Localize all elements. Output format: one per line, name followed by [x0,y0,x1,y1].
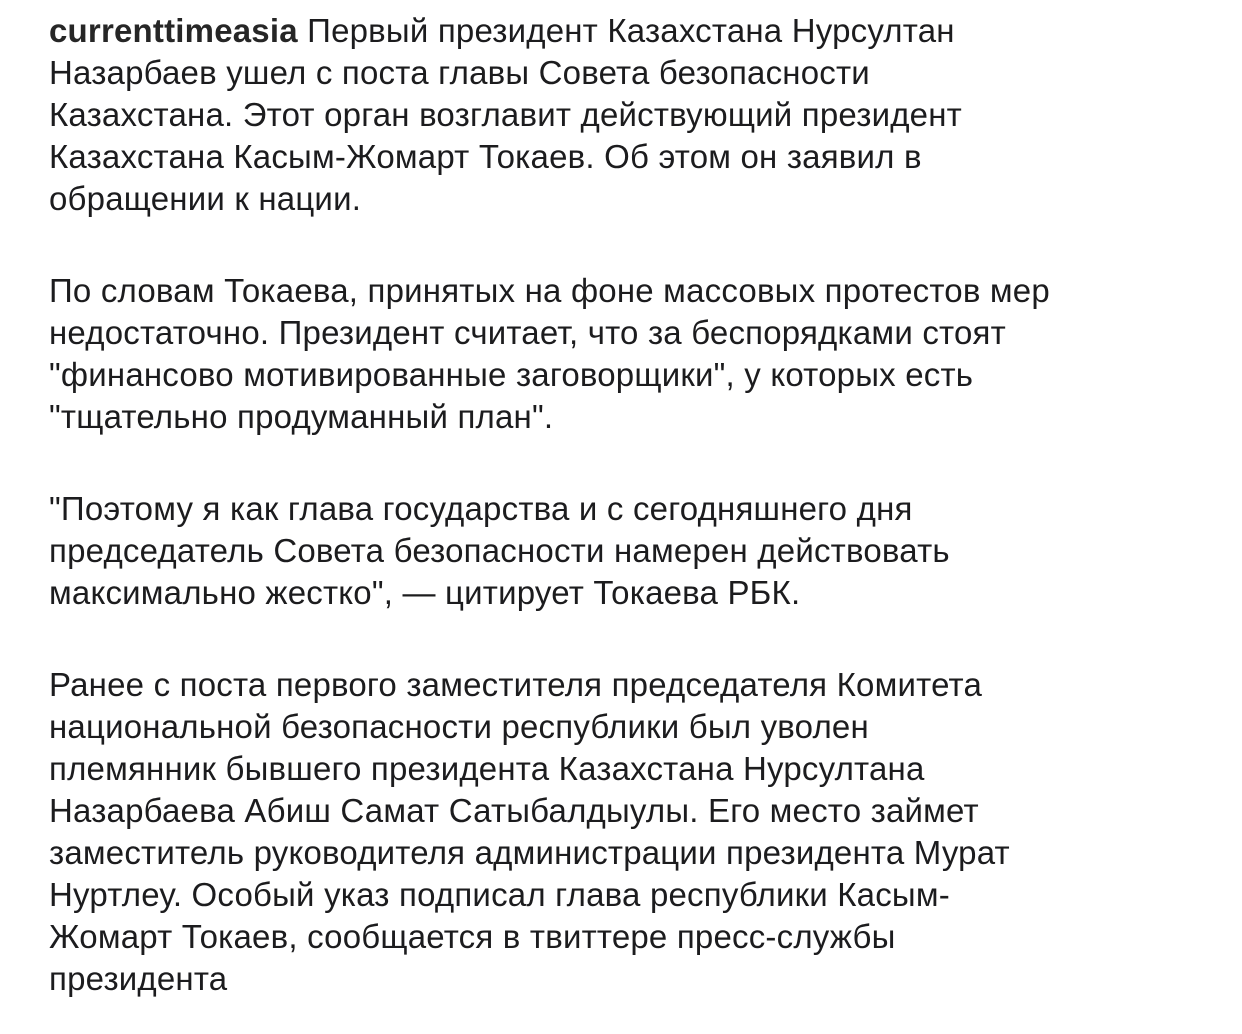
post-caption [49,10,1219,1000]
caption-text: председатель Совета безопасности намерен действовать [49,532,950,569]
caption-text: "финансово мотивированные заговорщики", у которых есть [49,356,974,393]
caption-text: "тщательно продуманный план". [49,398,554,435]
caption-text: По словам Токаева, принятых на фоне массовых протестов мер [49,272,1050,309]
caption-text: Жомарт Токаев, сообщается в твиттере пресс-службы [49,918,896,955]
paragraph-gap [49,438,1219,488]
caption-text: недостаточно. Президент считает, что за беспорядками стоят [49,314,1006,351]
caption-text: племянник бывшего президента Казахстана Нурсултана [49,750,925,787]
caption-paragraph-3 [49,488,1219,614]
paragraph-gap [49,220,1219,270]
caption-text: максимально жестко", — цитирует Токаева РБК. [49,574,801,611]
caption-text: Нуртлеу. Особый указ подписал глава республики Касым- [49,876,950,913]
caption-paragraph-2 [49,270,1219,438]
caption-text: национальной безопасности республики был уволен [49,708,869,745]
caption-text: Казахстана Касым-Жомарт Токаев. Об этом он заявил в [49,138,922,175]
caption-text: Первый президент Казахстана Нурсултан [297,12,955,49]
caption-text: президента [49,960,228,997]
caption-text: обращении к нации. [49,180,362,217]
paragraph-gap [49,614,1219,664]
caption-text: Назарбаев ушел с поста главы Совета безопасности [49,54,870,91]
caption-text: Казахстана. Этот орган возглавит действующий президент [49,96,962,133]
caption-text: заместитель руководителя администрации президента Мурат [49,834,1010,871]
caption-text: Ранее с поста первого заместителя председателя Комитета [49,666,983,703]
caption-paragraph-4 [49,664,1219,1000]
username-link[interactable]: currenttimeasia [49,12,298,49]
caption-text: Назарбаева Абиш Самат Сатыбалдыулы. Его место займет [49,792,979,829]
caption-text: "Поэтому я как глава государства и с сегодняшнего дня [49,490,913,527]
caption-first-line [49,10,1219,52]
caption-paragraph-1 [49,10,1219,220]
